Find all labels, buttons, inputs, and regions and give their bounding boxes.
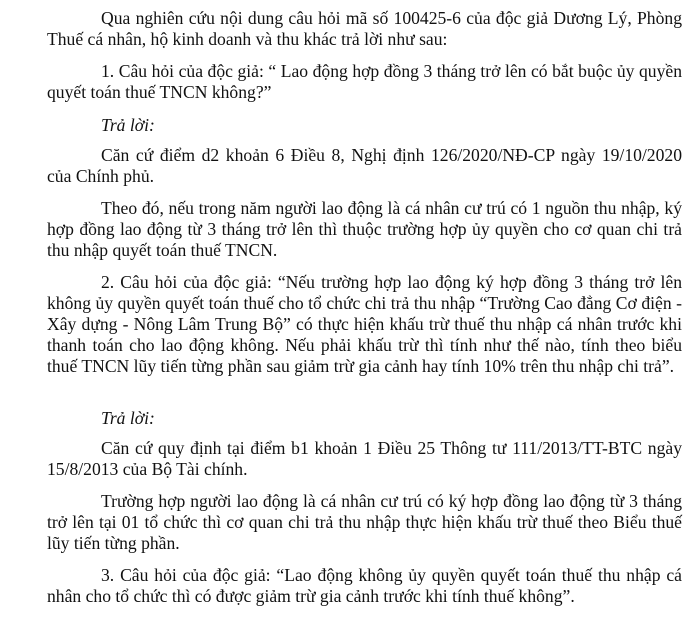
answer-2-legal-basis: Căn cứ quy định tại điểm b1 khoản 1 Điều 25 Thông tư 111/2013/TT-BTC ngày 15/8/2013 của Bộ Tài chính. [47,438,682,479]
answer-1-explanation: Theo đó, nếu trong năm người lao động là cá nhân cư trú có 1 nguồn thu nhập, ký hợp đồng lao động từ 3 tháng trở lên thì thuộc trường hợp ủy quyền cho cơ quan chi trả thu nhập quyết toán thuế TNCN. [47,198,682,260]
question-1-paragraph: 1. Câu hỏi của độc giả: “ Lao động hợp đồng 3 tháng trở lên có bắt buộc ủy quyền quyết toán thuế TNCN không?” [47,61,682,102]
answer-2-explanation: Trường hợp người lao động là cá nhân cư trú có ký hợp đồng lao động từ 3 tháng trở lên tại 01 tổ chức thì cơ quan chi trả thu nhập thực hiện khấu trừ thuế theo Biểu thuế lũy tiến từng phần. [47,491,682,553]
answer-1-legal-basis: Căn cứ điểm d2 khoản 6 Điều 8, Nghị định 126/2020/NĐ-CP ngày 19/10/2020 của Chính phủ. [47,145,682,186]
answer-heading-1: Trả lời: [101,115,155,135]
intro-paragraph: Qua nghiên cứu nội dung câu hỏi mã số 100425-6 của độc giả Dương Lý, Phòng Thuế cá nhân, hộ kinh doanh và thu khác trả lời như sau: [47,8,682,49]
answer-heading-2: Trả lời: [101,408,155,428]
question-3-paragraph: 3. Câu hỏi của độc giả: “Lao động không ủy quyền quyết toán thuế thu nhập cá nhân cho tổ chức thì có được giảm trừ gia cảnh trước khi tính thuế không”. [47,565,682,606]
question-2-paragraph: 2. Câu hỏi của độc giả: “Nếu trường hợp lao động ký hợp đồng 3 tháng trở lên không ủy quyền quyết toán thuế cho tổ chức chi trả thu nhập “Trường Cao đẳng Cơ điện - Xây dựng - Nông Lâm Trung Bộ” có thực hiện khấu trừ thuế thu nhập cá nhân trước khi thanh toán cho lao động không. Nếu phải khấu trừ thì tính như thế nào, tính theo biểu thuế TNCN lũy tiến từng phần sau giảm trừ gia cảnh hay tính 10% trên thu nhập chi trả”. [47,272,682,376]
